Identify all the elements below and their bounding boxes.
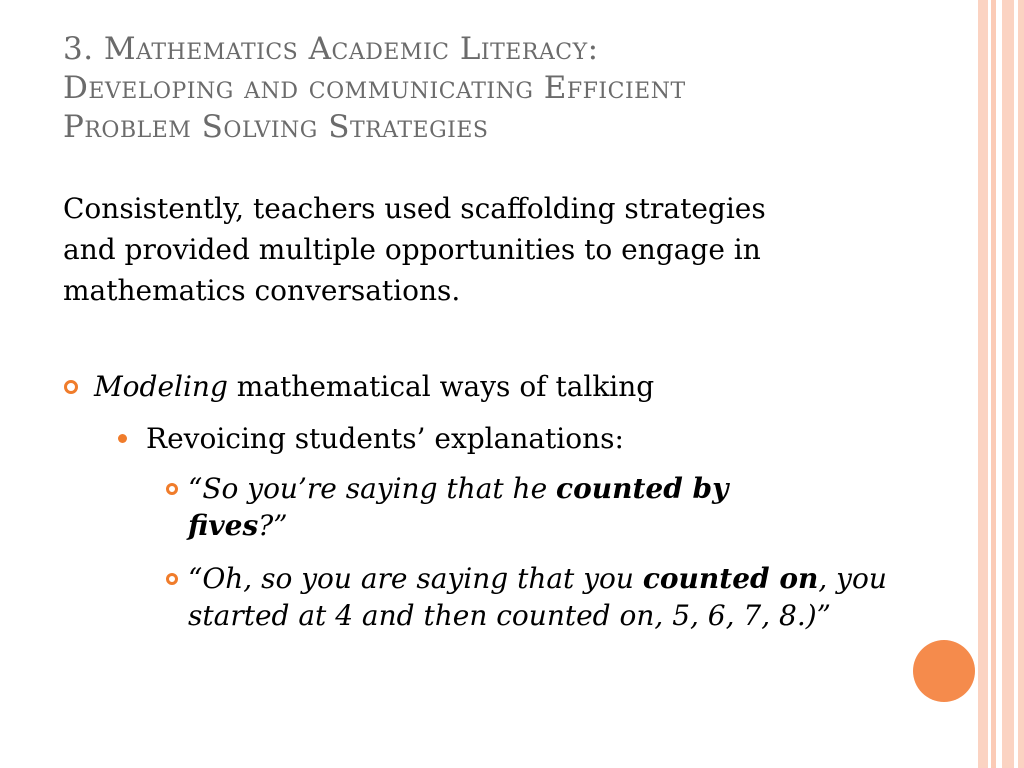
title-line: 3. Mathematics Academic Literacy:	[63, 31, 599, 67]
bullet-text: Revoicing students’ explanations:	[146, 422, 624, 455]
intro-line: mathematics conversations.	[63, 274, 461, 307]
dot-bullet-icon	[118, 434, 127, 443]
quote-text: ?”	[258, 509, 288, 542]
quote-bold: counted on	[642, 562, 819, 595]
quote-bold: counted by fives	[188, 472, 729, 542]
ring-bullet-icon	[64, 380, 78, 394]
quote-text: “Oh, so you are saying that you	[188, 562, 643, 595]
bullet-emphasis: Modeling	[94, 370, 228, 403]
intro-line: Consistently, teachers used scaffolding strategies	[63, 192, 766, 225]
bullet-text: mathematical ways of talking	[227, 370, 655, 403]
slide-title	[63, 30, 933, 147]
bullet-revoicing	[118, 420, 926, 457]
decor-stripe	[978, 0, 988, 768]
title-line: Problem Solving Strategies	[63, 109, 489, 145]
quote-text: , you started at 4 and then counted on, 5, 6, 7, 8.)”	[188, 562, 887, 632]
ring-bullet-icon	[166, 573, 178, 585]
quote-counted-by-fives	[166, 470, 828, 544]
title-line: Developing and communicating Efficient	[63, 70, 686, 106]
decor-circle	[913, 640, 975, 702]
intro-line: and provided multiple opportunities to engage in	[63, 233, 761, 266]
quote-counted-on	[166, 560, 888, 634]
intro-paragraph	[63, 188, 893, 311]
bullet-modeling	[64, 368, 924, 405]
decor-stripe	[1018, 0, 1024, 768]
ring-bullet-icon	[166, 483, 178, 495]
quote-text: “So you’re saying that he	[188, 472, 557, 505]
decor-stripe	[1002, 0, 1014, 768]
